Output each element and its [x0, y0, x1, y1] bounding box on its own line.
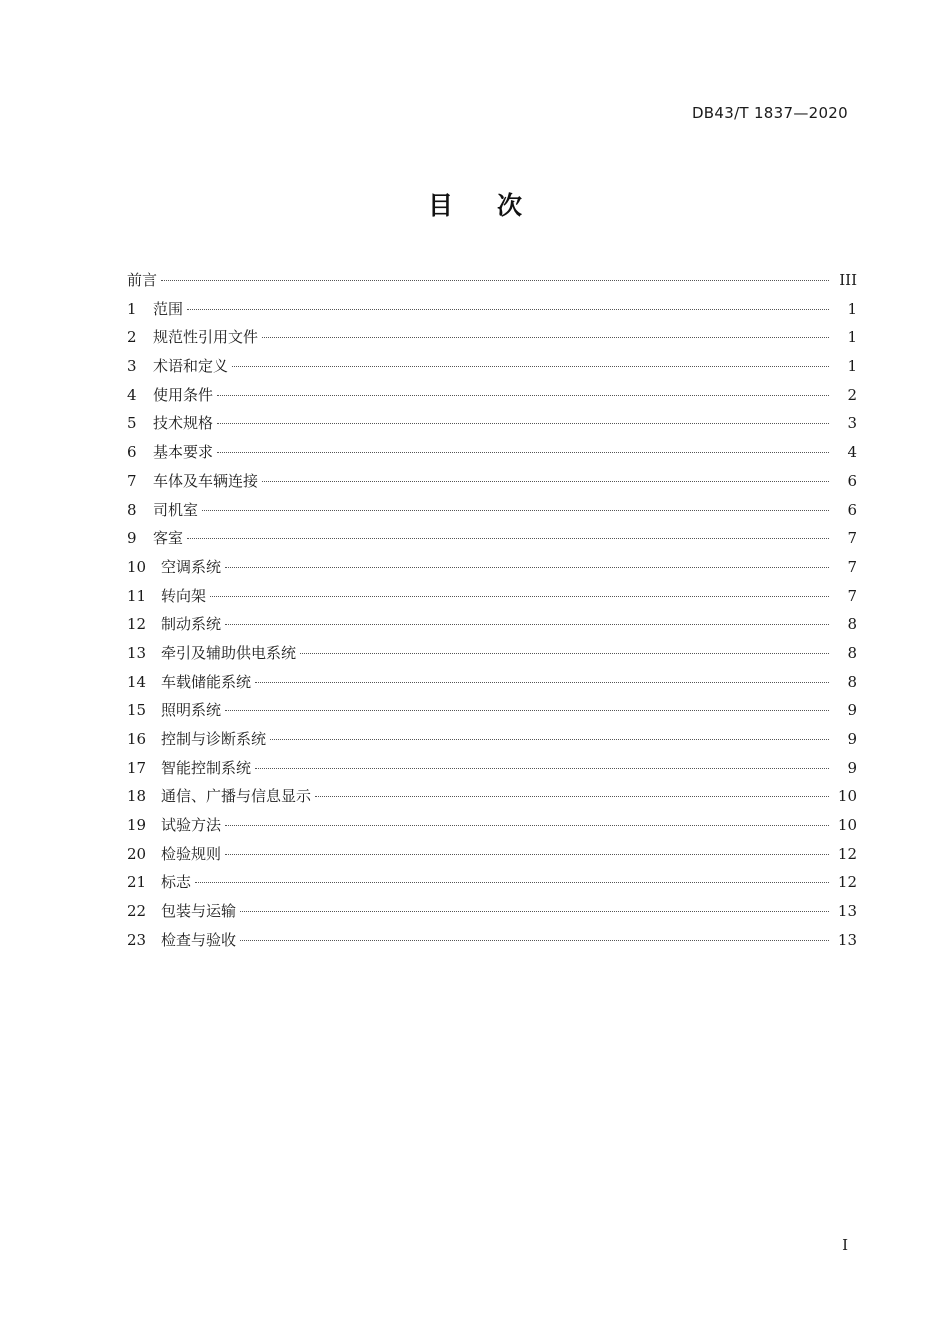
dot-leader: [225, 624, 829, 625]
toc-entry-number: 7: [127, 471, 137, 490]
toc-entry[interactable]: [127, 409, 857, 438]
toc-entry[interactable]: [127, 295, 857, 324]
toc-entry-page: 13: [837, 930, 857, 949]
toc-entry-number: 10: [127, 557, 147, 576]
toc-entry-label: 检验规则: [161, 844, 222, 863]
toc-entry[interactable]: [127, 696, 857, 725]
toc-entry[interactable]: [127, 582, 857, 611]
toc-entry-page: 9: [847, 758, 857, 777]
toc-entry-label: 车体及车辆连接: [153, 471, 259, 490]
toc-entry-label: 控制与诊断系统: [161, 730, 267, 748]
table-of-contents: [127, 266, 857, 955]
toc-entry-page: 6: [847, 471, 857, 490]
toc-entry-page: 6: [847, 500, 857, 519]
toc-entry-page: 7: [847, 529, 857, 548]
toc-entry-page: 9: [847, 701, 857, 720]
dot-leader: [217, 452, 829, 453]
dot-leader: [225, 825, 829, 826]
toc-entry-number: 23: [127, 930, 147, 949]
toc-entry[interactable]: [127, 782, 857, 811]
toc-entry-number: 3: [127, 357, 137, 376]
toc-entry[interactable]: [127, 323, 857, 352]
toc-entry[interactable]: [127, 926, 857, 955]
dot-leader: [217, 395, 829, 396]
toc-entry[interactable]: [127, 725, 857, 754]
toc-entry-label: 客室: [153, 529, 184, 548]
toc-entry-page: 4: [847, 443, 857, 462]
toc-entry[interactable]: [127, 524, 857, 553]
dot-leader: [187, 538, 829, 539]
toc-entry-number: 22: [127, 902, 147, 921]
toc-entry-number: 6: [127, 443, 137, 462]
toc-entry[interactable]: [127, 553, 857, 582]
toc-entry-label: 制动系统: [161, 615, 222, 634]
toc-entry-page: 7: [847, 586, 857, 605]
toc-entry-page: 1: [847, 299, 857, 318]
dot-leader: [195, 882, 829, 883]
dot-leader: [225, 567, 829, 568]
toc-entry[interactable]: [127, 610, 857, 639]
toc-entry-label: 检查与验收: [161, 930, 237, 949]
toc-entry-page: 8: [847, 615, 857, 634]
toc-entry-label: 车载储能系统: [161, 672, 252, 691]
toc-entry-page: 8: [847, 672, 857, 691]
dot-leader: [300, 653, 829, 654]
toc-entry[interactable]: [127, 668, 857, 697]
toc-entry-number: 20: [127, 844, 147, 863]
dot-leader: [210, 596, 829, 597]
toc-entry-number: 4: [127, 385, 137, 404]
page-title: 目次: [427, 191, 566, 220]
toc-entry-label: 使用条件: [153, 385, 214, 404]
toc-entry-page: 12: [837, 873, 857, 892]
toc-entry[interactable]: [127, 754, 857, 783]
toc-entry-number: 17: [127, 758, 147, 777]
toc-entry-label: 司机室: [153, 500, 199, 519]
toc-entry-label: 试验方法: [161, 816, 222, 835]
toc-entry[interactable]: [127, 811, 857, 840]
toc-entry-label: 通信、广播与信息显示: [161, 787, 312, 806]
dot-leader: [240, 911, 829, 912]
toc-entry-label: 智能控制系统: [161, 758, 252, 777]
toc-entry-number: 15: [127, 701, 147, 720]
toc-entry-number: 2: [127, 328, 137, 347]
toc-entry-label: 包装与运输: [161, 902, 237, 921]
dot-leader: [255, 768, 829, 769]
toc-entry-number: 12: [127, 615, 147, 634]
dot-leader: [202, 510, 829, 511]
toc-entry[interactable]: [127, 897, 857, 926]
toc-entry-page: 10: [837, 787, 857, 806]
dot-leader: [225, 854, 829, 855]
dot-leader: [225, 710, 829, 711]
toc-entry-number: 18: [127, 787, 147, 806]
toc-entry-page: III: [839, 271, 857, 289]
toc-entry-label: 术语和定义: [153, 357, 229, 376]
toc-entry-page: 10: [837, 816, 857, 835]
toc-entry[interactable]: [127, 496, 857, 525]
document-code: DB43/T 1837—2020: [691, 104, 848, 122]
toc-entry-page: 9: [847, 730, 857, 748]
toc-entry[interactable]: [127, 352, 857, 381]
dot-leader: [262, 337, 829, 338]
toc-entry[interactable]: [127, 639, 857, 668]
toc-entry-page: 1: [847, 357, 857, 376]
toc-entry[interactable]: [127, 381, 857, 410]
dot-leader: [232, 366, 829, 367]
toc-entry-number: 11: [127, 586, 147, 605]
toc-entry-page: 3: [847, 414, 857, 433]
dot-leader: [187, 309, 829, 310]
toc-entry-label: 基本要求: [153, 443, 214, 462]
toc-entry-label: 标志: [161, 873, 192, 892]
toc-entry-page: 13: [837, 902, 857, 921]
toc-entry-page: 8: [847, 643, 857, 662]
toc-entry-number: 5: [127, 414, 137, 433]
dot-leader: [270, 739, 829, 740]
toc-entry-number: 13: [127, 643, 147, 662]
dot-leader: [240, 940, 829, 941]
toc-entry-label: 技术规格: [153, 414, 214, 433]
page-number: I: [842, 1236, 848, 1254]
dot-leader: [161, 280, 829, 281]
dot-leader: [255, 682, 829, 683]
toc-entry[interactable]: [127, 840, 857, 869]
dot-leader: [217, 423, 829, 424]
toc-entry-label: 范围: [153, 299, 184, 318]
toc-entry-page: 12: [837, 844, 857, 863]
toc-entry-page: 7: [847, 557, 857, 576]
toc-entry-label: 转向架: [161, 586, 207, 605]
toc-entry-label: 规范性引用文件: [153, 328, 259, 347]
dot-leader: [315, 796, 829, 797]
toc-entry-label: 前言: [127, 271, 158, 289]
toc-entry-number: 21: [127, 873, 147, 892]
dot-leader: [262, 481, 829, 482]
toc-entry[interactable]: [127, 438, 857, 467]
toc-entry[interactable]: [127, 266, 857, 295]
toc-entry-label: 照明系统: [161, 701, 222, 720]
toc-entry-label: 空调系统: [161, 557, 222, 576]
toc-entry-number: 14: [127, 672, 147, 691]
toc-entry-page: 2: [847, 385, 857, 404]
toc-entry-number: 9: [127, 529, 137, 548]
toc-entry-number: 16: [127, 730, 147, 748]
toc-entry-number: 1: [127, 299, 137, 318]
toc-entry-number: 19: [127, 816, 147, 835]
toc-entry[interactable]: [127, 467, 857, 496]
toc-entry-page: 1: [847, 328, 857, 347]
toc-entry-number: 8: [127, 500, 137, 519]
toc-entry-label: 牵引及辅助供电系统: [161, 643, 297, 662]
toc-entry[interactable]: [127, 868, 857, 897]
